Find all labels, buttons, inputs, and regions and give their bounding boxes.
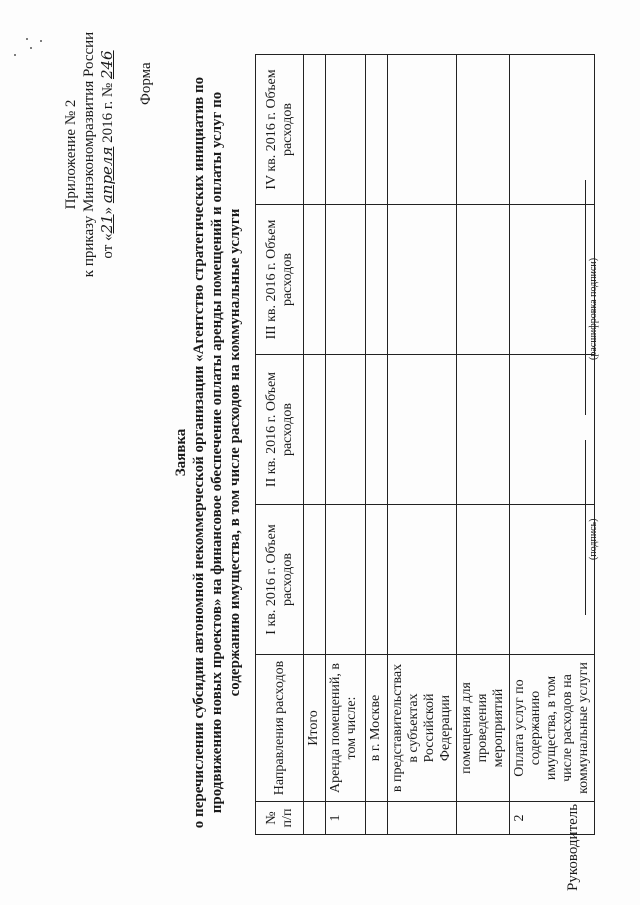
header-direction: Направления расходов <box>256 655 304 802</box>
table-row <box>510 55 595 835</box>
appendix-block <box>62 12 117 297</box>
title-line-1: о перечислении субсидии автономной некоммерческой организации «Агентство стратегических инициатив по <box>191 76 207 829</box>
cell-q4 <box>366 55 388 205</box>
row-direction: Итого <box>304 655 326 802</box>
row-direction: Оплата услуг по содержанию имущества, в том числе расходов на коммунальные услуги <box>510 655 595 802</box>
cell-q1 <box>304 505 326 655</box>
appendix-line-2: к приказу Минэкономразвития России <box>81 31 97 278</box>
appendix-line-1: Приложение № 2 <box>63 99 79 210</box>
row-no <box>366 802 388 835</box>
table-header-row <box>256 55 304 835</box>
appendix-date-close: » <box>100 206 116 215</box>
cell-q4 <box>326 55 366 205</box>
appendix-date-open: от « <box>100 233 116 259</box>
row-no <box>388 802 457 835</box>
row-direction: Аренда помещений, в том числе: <box>326 655 366 802</box>
cell-q4 <box>457 55 510 205</box>
signature-role: Руководитель <box>565 803 581 891</box>
row-no: 1 <box>326 802 366 835</box>
header-no: № п/п <box>256 802 304 835</box>
signature-line <box>585 440 586 615</box>
appendix-month: апреля <box>98 146 116 204</box>
cell-q4 <box>388 55 457 205</box>
cell-q2 <box>388 355 457 505</box>
header-q1: I кв. 2016 г. Объем расходов <box>256 505 304 655</box>
cell-q1 <box>326 505 366 655</box>
appendix-number: 246 <box>98 50 116 80</box>
row-direction: помещения для проведения мероприятий <box>457 655 510 802</box>
row-no <box>304 802 326 835</box>
title-heading: Заявка <box>173 428 189 477</box>
table-row <box>366 55 388 835</box>
cell-q3 <box>326 205 366 355</box>
header-q4: IV кв. 2016 г. Объем расходов <box>256 55 304 205</box>
header-q2: II кв. 2016 г. Объем расходов <box>256 355 304 505</box>
cell-q1 <box>457 505 510 655</box>
signature-decode-line <box>585 180 586 415</box>
title-line-2: продвижению новых проектов» на финансовое обеспечение оплаты аренды помещений и оплаты услуг по <box>209 91 225 814</box>
appendix-line-3 <box>98 12 117 297</box>
title-line-3: содержанию имущества, в том числе расходов на коммунальные услуги <box>227 208 243 697</box>
row-no: 2 <box>510 802 595 835</box>
cell-q2 <box>366 355 388 505</box>
table-row <box>326 55 366 835</box>
cell-q1 <box>366 505 388 655</box>
row-direction: в представительствах в субъектах Российской Федерации <box>388 655 457 802</box>
table-row <box>388 55 457 835</box>
appendix-year: 2016 г. № <box>100 82 116 143</box>
cell-q4 <box>304 55 326 205</box>
cell-q2 <box>326 355 366 505</box>
cell-q3 <box>304 205 326 355</box>
row-no <box>457 802 510 835</box>
form-label: Форма <box>138 62 154 105</box>
cell-q3 <box>457 205 510 355</box>
expense-table <box>255 54 595 835</box>
cell-q2 <box>304 355 326 505</box>
signature-caption: (подпись) <box>588 518 599 560</box>
row-direction: в г. Москве <box>366 655 388 802</box>
cell-q3 <box>366 205 388 355</box>
header-q3: III кв. 2016 г. Объем расходов <box>256 205 304 355</box>
cell-q3 <box>510 205 595 355</box>
signature-decode-caption: (расшифровка подписи) <box>588 257 599 360</box>
table-row <box>457 55 510 835</box>
cell-q2 <box>510 355 595 505</box>
cell-q2 <box>457 355 510 505</box>
document-title <box>172 0 244 905</box>
cell-q1 <box>510 505 595 655</box>
cell-q4 <box>510 55 595 205</box>
table-row <box>304 55 326 835</box>
appendix-day: 21 <box>98 214 116 234</box>
cell-q3 <box>388 205 457 355</box>
cell-q1 <box>388 505 457 655</box>
